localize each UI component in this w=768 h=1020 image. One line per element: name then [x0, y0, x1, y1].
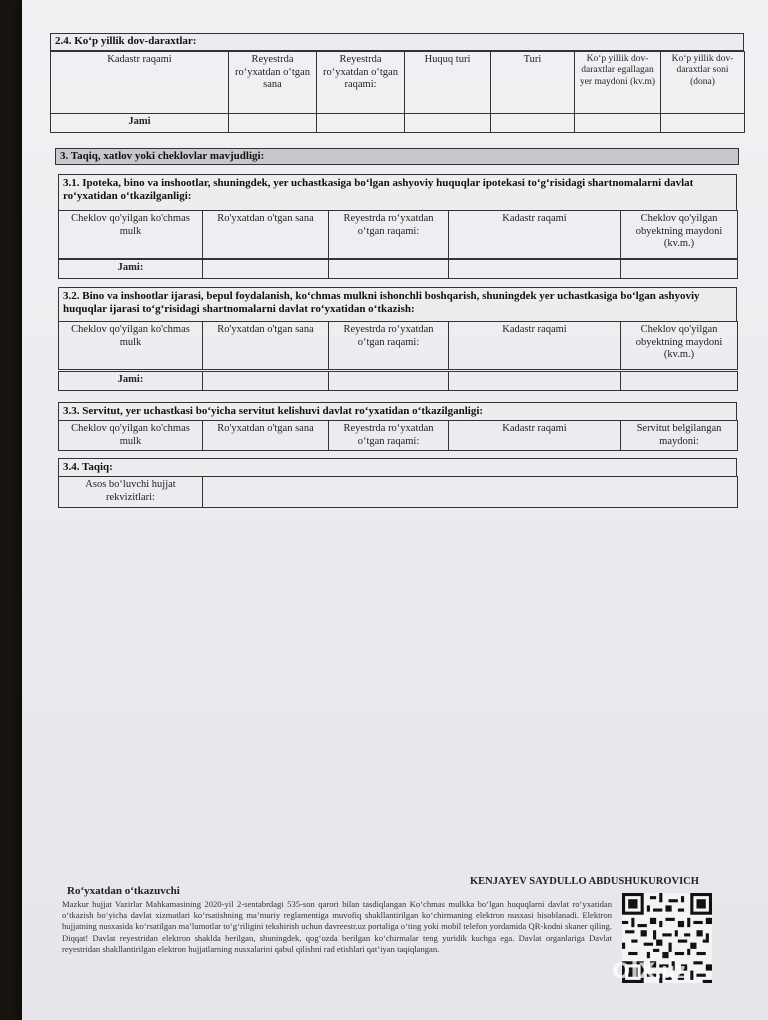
col-header: Reyestrda ro‘yxatdan o‘tgan sana — [229, 52, 317, 114]
table-3-2-total — [58, 371, 738, 391]
legal-notice: Mazkur hujjat Vazirlar Mahkamasining 2020-yil 2-sentabrdagi 535-son qarori bilan tasdiqlangan Ko‘chmas mulkka bo‘lgan huquqlarni davlat ro‘yxatidan o‘tkazish bo‘yicha davlat xizmatlari ko‘rsatishning ma’muriy reglamentiga muvofiq shakllantirilgan ko‘chirmaning elektron nusxasi hisoblanadi. Elektron hujjatning nusxasida ko‘rsatilgan ma’lumotlar to‘g‘riligini tekshirish uchun davreestr.uz portaliga o‘ting yoki mobil telefon yordamida QR-kodni skaner qiling. Diqqat! Davlat reyestridan elektron shaklda berilgan, shuningdek, qog‘ozda berilgan ko‘chirmalar teng yuridik kuchga ega. Davlat organlariga Davlat reyestridan shakllantirilgan elektron hujjatlarning nusxalarini qabul qilishni rad etishlari qat’iyan taqiqlangan. — [62, 899, 612, 954]
registrar-name: KENJAYEV SAYDULLO ABDUSHUKUROVICH — [470, 876, 699, 887]
col-header: Turi — [491, 52, 575, 114]
total-label: Jami: — [59, 260, 203, 279]
col-header: Kadastr raqami — [51, 52, 229, 114]
col-header: Cheklov qo'yilgan ko'chmas mulk — [59, 322, 203, 370]
table-3-1-total — [58, 259, 738, 279]
table-3-2 — [58, 321, 738, 370]
col-header: Kadastr raqami — [449, 322, 621, 370]
col-header: Cheklov qo'yilgan ko'chmas mulk — [59, 421, 203, 451]
col-header: Kadastr raqami — [449, 211, 621, 259]
col-header: Reyestrda ro‘yxatdan o‘tgan raqami: — [329, 322, 449, 370]
col-header: Reyestrda ro‘yxatdan o‘tgan raqami: — [329, 211, 449, 259]
table-3-1 — [58, 210, 738, 259]
section-2-4-title — [50, 33, 744, 51]
section-3-4-title — [58, 458, 737, 476]
table-3-3 — [58, 420, 738, 451]
col-header: Ro'yxatdan o'tgan sana — [203, 322, 329, 370]
col-header: Ko‘p yillik dov-daraxtlar egallagan yer maydoni (kv.m) — [575, 52, 661, 114]
section-3-2-title — [58, 287, 737, 321]
col-header: Ro'yxatdan o'tgan sana — [203, 211, 329, 259]
watermark-text: olx — [612, 952, 656, 985]
col-header: Reyestrda ro‘yxatdan o‘tgan raqami: — [317, 52, 405, 114]
section-3-title — [55, 148, 739, 165]
total-label: Jami — [51, 114, 229, 133]
col-header: Reyestrda ro‘yxatdan o‘tgan raqami: — [329, 421, 449, 451]
section-3-3-title — [58, 402, 737, 420]
table-2-4 — [50, 51, 745, 133]
total-label: Jami: — [59, 372, 203, 391]
watermark-suffix: .uz — [655, 958, 686, 983]
section-3-3-title-text: 3.3. Servitut, yer uchastkasi bo‘yicha servitut kelishuvi davlat ro‘yxatidan o‘tkazilganligi: — [63, 405, 484, 417]
section-3-4-title-text: 3.4. Taqiq: — [63, 461, 113, 473]
col-header: Servitut belgilangan maydoni: — [621, 421, 738, 451]
col-header: Ro'yxatdan o'tgan sana — [203, 421, 329, 451]
col-header: Cheklov qo'yilgan obyektning maydoni (kv.m.) — [621, 322, 738, 370]
table-3-4 — [58, 476, 738, 508]
section-3-title-text: 3. Taqiq, xatlov yoki cheklovlar mavjudligi: — [60, 150, 265, 162]
basis-document-label: Asos bo‘luvchi hujjat rekvizitlari: — [59, 477, 203, 508]
col-header: Cheklov qo'yilgan obyektning maydoni (kv.m.) — [621, 211, 738, 259]
col-header: Huquq turi — [405, 52, 491, 114]
col-header: Cheklov qo'yilgan ko'chmas mulk — [59, 211, 203, 259]
section-3-1-title-text: 3.1. Ipoteka, bino va inshootlar, shuningdek, yer uchastkasiga bo‘lgan ashyoviy huquqlar ipotekasi to‘g‘risidagi shartnomalarni davlat ro‘yxatidan o‘tkazilganligi: — [63, 177, 694, 203]
olx-watermark — [612, 952, 686, 986]
section-2-4-title-text: 2.4. Ko‘p yillik dov-daraxtlar: — [55, 35, 197, 47]
section-3-1-title — [58, 174, 737, 210]
registrar-label: Ro‘yxatdan o‘tkazuvchi — [67, 885, 180, 897]
section-3-2-title-text: 3.2. Bino va inshootlar ijarasi, bepul foydalanish, ko‘chmas mulkni ishonchli boshqarish, shuningdek yer uchastkasiga bo‘lgan ashyoviy huquqlar ijarasi to‘g‘risidagi shartnomalarni davlat ro‘yxatidan o‘tkazish: — [63, 290, 700, 316]
col-header: Ko‘p yillik dov-daraxtlar soni (dona) — [661, 52, 745, 114]
col-header: Kadastr raqami — [449, 421, 621, 451]
